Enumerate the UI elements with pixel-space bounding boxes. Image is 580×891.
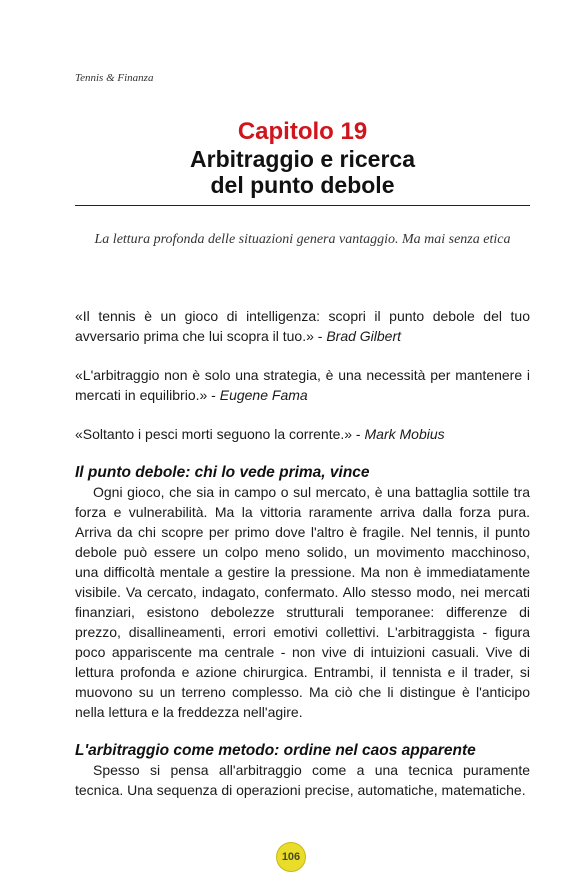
quote-author: Mark Mobius — [364, 426, 445, 442]
section-arbitrage-method — [75, 741, 530, 800]
quote-author: Brad Gilbert — [326, 328, 402, 344]
section-heading: L'arbitraggio come metodo: ordine nel caos apparente — [75, 742, 476, 759]
quote — [75, 306, 530, 346]
quote-text: «Il tennis è un gioco di intelligenza: scopri il punto debole del tuo avversario prima che lui scopra il tuo.» - — [75, 308, 530, 344]
section-heading: Il punto debole: chi lo vede prima, vince — [75, 464, 370, 481]
running-head: Tennis & Finanza — [75, 72, 154, 84]
section-paragraph: Ogni gioco, che sia in campo o sul mercato, è una battaglia sottile tra forza e vulnerabilità. Ma la vittoria raramente arriva dalla forza pura. Arriva da chi scopre per primo dove l'altro è fragile. Nel tennis, il punto debole può essere un colpo meno solido, un movimento macchinoso, una difficoltà mentale a gestire la pressione. Ma non è immediatamente visibile. Va cercato, indagato, confermato. Allo stesso modo, nei mercati finanziari, esistono debolezze strutturali temporanee: differenze di prezzo, disallineamenti, errori emotivi collettivi. L'arbitraggista - figura poco appariscente ma centrale - non vive di intuizioni casuali. Vive di lettura profonda e azione chirurgica. Entrambi, il tennista e il trader, si muovono su un terreno complesso. Ma ciò che li distingue è l'anticipo nella lettura e la freddezza nell'agire. — [75, 484, 530, 720]
page-number-badge: 106 — [276, 842, 306, 872]
chapter-number: Capitolo 19 — [237, 118, 368, 145]
chapter-title-line-2: del punto debole — [210, 172, 395, 198]
section-weak-point — [75, 463, 530, 722]
quote — [75, 424, 530, 444]
title-divider — [75, 205, 530, 206]
chapter-title-line-1: Arbitraggio e ricerca — [190, 146, 415, 172]
quotes-block — [75, 306, 530, 463]
epigraph: La lettura profonda delle situazioni genera vantaggio. Ma mai senza etica — [94, 232, 511, 247]
chapter-heading — [75, 118, 530, 198]
section-paragraph: Spesso si pensa all'arbitraggio come a una tecnica puramente tecnica. Una sequenza di operazioni precise, automatiche, matematiche. — [75, 762, 530, 798]
quote-text: «Soltanto i pesci morti seguono la corrente.» - — [75, 426, 365, 442]
quote — [75, 365, 530, 405]
quote-author: Eugene Fama — [219, 387, 308, 403]
quote-text: «L'arbitraggio non è solo una strategia, è una necessità per mantenere i mercati in equilibrio.» - — [75, 367, 530, 403]
